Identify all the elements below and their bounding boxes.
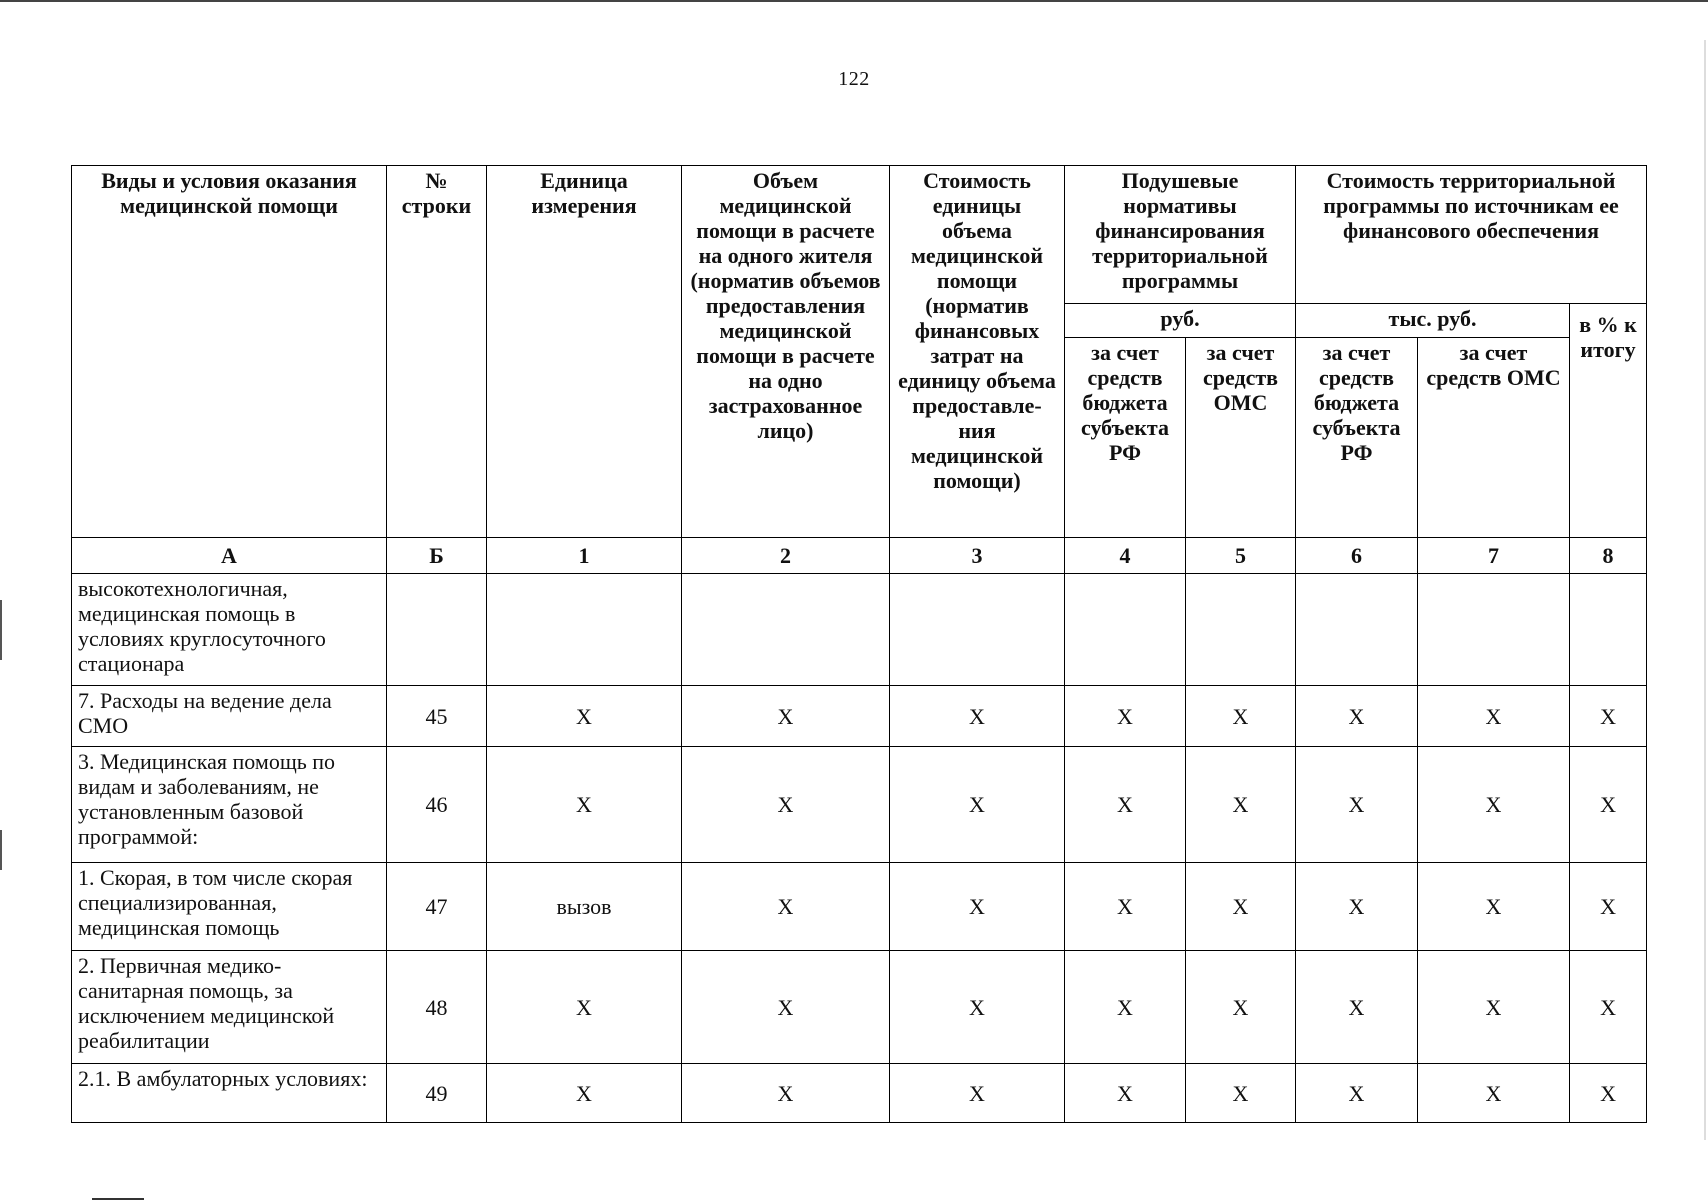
row-unit: Х <box>487 747 682 863</box>
row-cell: Х <box>1296 747 1418 863</box>
header-budget-per-capita: за счет средств бюджета субъекта РФ <box>1065 338 1186 538</box>
row-cell: Х <box>890 747 1065 863</box>
row-cell: Х <box>1065 686 1186 747</box>
row-line-number: 45 <box>387 686 487 747</box>
index-cell: 3 <box>890 538 1065 574</box>
header-unit-cost: Стоимость единицы объема медицинской помощи (норматив финансовых затрат на единицу объема предоставле-ния медицинской помощи) <box>890 166 1065 538</box>
row-cell: Х <box>1065 1064 1186 1123</box>
row-cell: Х <box>682 747 890 863</box>
row-cell: Х <box>1570 863 1647 951</box>
row-line-number <box>387 574 487 686</box>
row-cell: Х <box>1296 1064 1418 1123</box>
header-thousand-rub: тыс. руб. <box>1296 304 1570 338</box>
program-cost-table <box>71 165 1647 1123</box>
row-cell: Х <box>682 863 890 951</box>
index-cell: 1 <box>487 538 682 574</box>
row-cell: Х <box>1570 747 1647 863</box>
row-cell: Х <box>1186 747 1296 863</box>
row-cell: Х <box>1418 747 1570 863</box>
row-cell: Х <box>1418 863 1570 951</box>
row-cell: Х <box>1065 951 1186 1064</box>
top-edge-line <box>0 0 1708 2</box>
row-cell: Х <box>1570 1064 1647 1123</box>
index-cell: 2 <box>682 538 890 574</box>
row-cell: Х <box>1186 863 1296 951</box>
header-oms-per-capita: за счет средств ОМС <box>1186 338 1296 538</box>
row-unit: Х <box>487 951 682 1064</box>
index-cell: 8 <box>1570 538 1647 574</box>
page-number: 122 <box>838 68 870 90</box>
row-unit: Х <box>487 686 682 747</box>
row-cell <box>1418 574 1570 686</box>
header-row-1 <box>72 166 1647 304</box>
row-name: 7. Расходы на ведение дела СМО <box>72 686 387 747</box>
left-edge-mark <box>0 830 2 870</box>
row-unit: вызов <box>487 863 682 951</box>
header-program-cost-group: Стоимость территориальной программы по источникам ее финансового обеспечения <box>1296 166 1647 304</box>
row-cell: Х <box>1186 1064 1296 1123</box>
row-cell <box>1065 574 1186 686</box>
table-row <box>72 951 1647 1064</box>
row-cell: Х <box>1418 951 1570 1064</box>
row-cell: Х <box>1570 686 1647 747</box>
row-cell: Х <box>682 1064 890 1123</box>
header-rub: руб. <box>1065 304 1296 338</box>
row-cell <box>1296 574 1418 686</box>
row-cell: Х <box>682 686 890 747</box>
row-cell: Х <box>1418 686 1570 747</box>
row-cell <box>890 574 1065 686</box>
index-cell: Б <box>387 538 487 574</box>
row-name: 3. Медицинская помощь по видам и заболеваниям, не установленным базовой программой: <box>72 747 387 863</box>
row-cell: Х <box>1296 863 1418 951</box>
row-name: 1. Скорая, в том числе скорая специализированная, медицинская помощь <box>72 863 387 951</box>
index-row <box>72 538 1647 574</box>
header-percent-total: в % к итогу <box>1570 304 1647 538</box>
header-volume: Объем медицинской помощи в расчете на одного жителя (норматив объемов предоставления медицинской помощи в расчете на одно застрахованное лицо) <box>682 166 890 538</box>
row-cell <box>1186 574 1296 686</box>
row-line-number: 46 <box>387 747 487 863</box>
index-cell: 5 <box>1186 538 1296 574</box>
header-budget-cost: за счет средств бюджета субъекта РФ <box>1296 338 1418 538</box>
row-cell: Х <box>1418 1064 1570 1123</box>
index-cell: 7 <box>1418 538 1570 574</box>
header-line-number: № строки <box>387 166 487 538</box>
row-cell: Х <box>890 951 1065 1064</box>
header-unit: Единица измерения <box>487 166 682 538</box>
row-cell: Х <box>890 1064 1065 1123</box>
table-row <box>72 574 1647 686</box>
row-line-number: 47 <box>387 863 487 951</box>
left-edge-mark <box>0 600 2 660</box>
row-line-number: 48 <box>387 951 487 1064</box>
row-cell: Х <box>1186 951 1296 1064</box>
table-row <box>72 747 1647 863</box>
row-cell <box>682 574 890 686</box>
row-cell <box>1570 574 1647 686</box>
row-cell: Х <box>890 863 1065 951</box>
row-unit: Х <box>487 1064 682 1123</box>
row-cell: Х <box>1296 951 1418 1064</box>
index-cell: 4 <box>1065 538 1186 574</box>
row-cell: Х <box>1065 747 1186 863</box>
table-row <box>72 686 1647 747</box>
row-cell: Х <box>1065 863 1186 951</box>
row-cell: Х <box>1570 951 1647 1064</box>
header-care-types: Виды и условия оказания медицинской помощи <box>72 166 387 538</box>
row-name: 2.1. В амбулаторных условиях: <box>72 1064 387 1123</box>
row-cell: Х <box>1296 686 1418 747</box>
index-cell: А <box>72 538 387 574</box>
row-unit <box>487 574 682 686</box>
row-cell: Х <box>890 686 1065 747</box>
table-row <box>72 1064 1647 1123</box>
right-edge-shadow <box>1704 40 1706 1140</box>
row-line-number: 49 <box>387 1064 487 1123</box>
header-oms-cost: за счет средств ОМС <box>1418 338 1570 538</box>
row-name: высокотехнологичная, медицинская помощь в условиях круглосуточного стационара <box>72 574 387 686</box>
row-cell: Х <box>682 951 890 1064</box>
row-cell: Х <box>1186 686 1296 747</box>
table-row <box>72 863 1647 951</box>
row-name: 2. Первичная медико-санитарная помощь, за исключением медицинской реабилитации <box>72 951 387 1064</box>
index-cell: 6 <box>1296 538 1418 574</box>
header-per-capita-group: Подушевые нормативы финансирования территориальной программы <box>1065 166 1296 304</box>
